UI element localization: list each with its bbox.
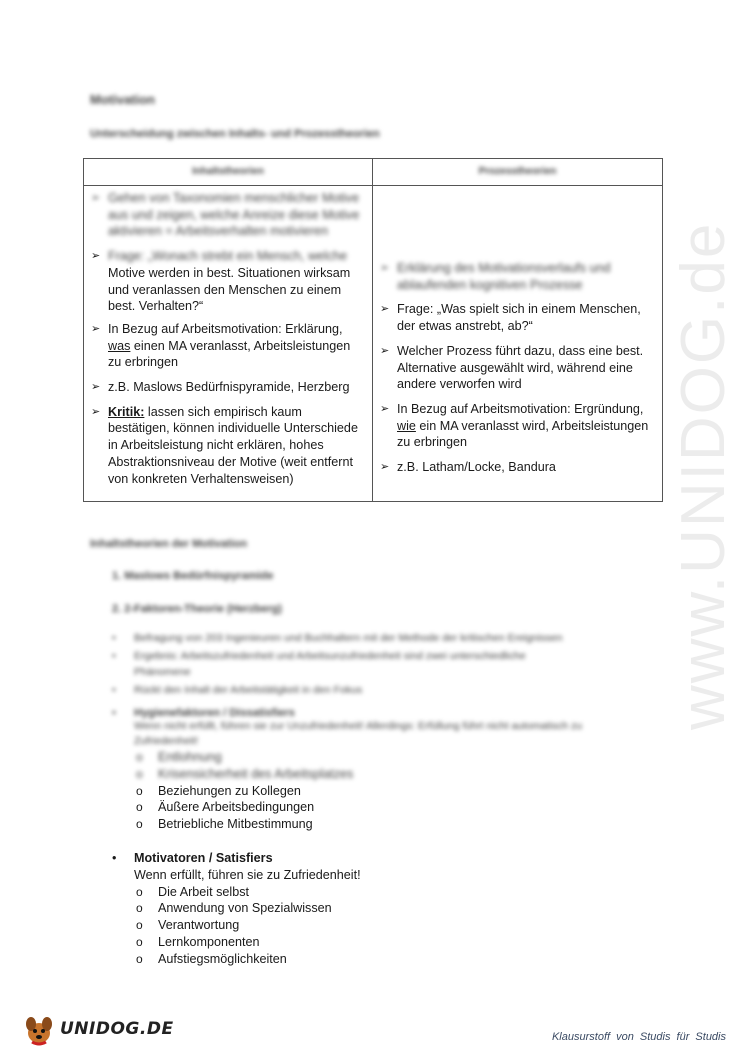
- kritik-text: lassen sich empirisch kaum bestätigen, können individuelle Unterschiede in Arbeitsleistung nicht erklären, hohes Abstraktionsniveau der Motive (weit entfernt von konkreten Verhaltensweisen): [108, 404, 358, 486]
- page-subtitle: Unterscheidung zwischen Inhalts- und Prozesstheorien: [90, 128, 380, 140]
- list-item: o Betriebliche Mitbestimmung: [90, 816, 614, 833]
- page-title: Motivation: [90, 92, 155, 107]
- right-cell: [373, 186, 663, 502]
- header-inhaltstheorien: Inhaltstheorien: [84, 159, 373, 186]
- list-item: o Anwendung von Spezialwissen: [90, 900, 361, 917]
- motivatoren-desc: Wenn erfüllt, führen sie zu Zufriedenheit!: [134, 867, 361, 882]
- motivatoren-list: [90, 884, 361, 968]
- motivatoren-block: • Motivatoren / Satisfiers Wenn erfüllt, führen sie zu Zufriedenheit! o Die Arbeit selbst o Anwendung von Spezialwissen o Verantwortung o Lernkomponenten o Aufstiegsmöglichkeiten: [112, 850, 361, 968]
- header-prozesstheorien: Prozesstheorien: [373, 159, 663, 186]
- list-item: o Die Arbeit selbst: [90, 884, 361, 901]
- bullet-befragung: • Befragung von 203 Ingenieuren und Buchhaltern mit der Methode der kritischen Ereignissen: [112, 632, 563, 644]
- bullet-fokus: • Rückt den Inhalt der Arbeitstätigkeit in den Fokus: [112, 684, 363, 696]
- list-item: o Verantwortung: [90, 917, 361, 934]
- left-item-blurred-2: Frage: „Wonach strebt ein Mensch, welche: [108, 249, 348, 264]
- right-item-blurred: ➢ Erklärung des Motivationsverlaufs und ablaufenden kognitiven Prozesse: [379, 260, 656, 293]
- unidog-logo: [22, 1012, 174, 1046]
- list-item: o Entlohnung: [90, 749, 614, 766]
- hygiene-desc: Wenn nicht erfüllt, führen sie zur Unzufriedenheit! Allerdings: Erfüllung führt nicht automatisch zu Zufriedenheit!: [134, 720, 583, 747]
- bullet-ergebnis: • Ergebnis: Arbeitszufriedenheit und Arbeitsunzufriedenheit sind zwei unterschiedliche: [112, 650, 526, 662]
- list-item: o Beziehungen zu Kollegen: [90, 783, 614, 800]
- bullet-text: Ergebnis: Arbeitszufriedenheit und Arbeitsunzufriedenheit sind zwei unterschiedliche: [134, 650, 526, 662]
- footer-tagline: Klausurstoff von Studis für Studis: [551, 1031, 726, 1043]
- left-arb-post: einen MA veranlasst, Arbeitsleistungen zu erbringen: [108, 338, 351, 370]
- right-item-zb: ➢ z.B. Latham/Locke, Bandura: [379, 459, 656, 476]
- left-cell: [84, 186, 373, 502]
- watermark: www.UNIDOG.de: [669, 221, 738, 730]
- comparison-table: [83, 158, 663, 502]
- motivatoren-heading: Motivatoren / Satisfiers: [134, 851, 273, 865]
- hygiene-heading: Hygienefaktoren / Dissatisfiers: [134, 707, 295, 719]
- left-item-frage: [90, 248, 366, 315]
- list-item: o Lernkomponenten: [90, 934, 361, 951]
- kritik-label: Kritik:: [108, 404, 145, 419]
- list-item: o Aufstiegsmöglichkeiten: [90, 951, 361, 968]
- right-arb-post: ein MA veranlasst wird, Arbeitsleistungen zu erbringen: [397, 418, 649, 450]
- hygiene-list: [90, 749, 614, 833]
- right-item-prozess: ➢ Welcher Prozess führt dazu, dass eine best. Alternative ausgewählt wird, während eine andere verworfen wird: [379, 343, 656, 393]
- right-arb-underlined: wie: [397, 418, 416, 433]
- section-title: Inhaltstheorien der Motivation: [90, 538, 248, 550]
- left-item-frage-text: Motive werden in best. Situationen wirksam und veranlassen den Menschen zu einem best. Verhalten?“: [108, 265, 351, 314]
- left-arb-pre: In Bezug auf Arbeitsmotivation: Erklärung,: [108, 321, 343, 336]
- right-item-arbeitsmotivation: [379, 401, 656, 451]
- bullet-text: Befragung von 203 Ingenieuren und Buchhaltern mit der Methode der kritischen Ereignissen: [134, 632, 563, 644]
- hygiene-block: • Hygienefaktoren / Dissatisfiers Wenn nicht erfüllt, führen sie zur Unzufriedenheit! Allerdings: Erfüllung führt nicht automatisch zu Zufriedenheit! o Entlohnung o Krisensicherheit des Arbeitsplatzes o Beziehungen zu Kollegen o Äußere Arbeitsbedingungen o Betriebliche Mitbestimmung: [112, 707, 614, 833]
- left-item-kritik: [90, 404, 366, 488]
- left-item-arbeitsmotivation: [90, 321, 366, 371]
- right-item-frage: ➢ Frage: „Was spielt sich in einem Menschen, der etwas anstrebt, ab?“: [379, 301, 656, 334]
- list-item: o Äußere Arbeitsbedingungen: [90, 799, 614, 816]
- logo-text: UNIDOG.DE: [60, 1019, 174, 1039]
- left-item-zb: ➢ z.B. Maslows Bedürfnispyramide, Herzberg: [90, 379, 366, 396]
- right-arb-pre: In Bezug auf Arbeitsmotivation: Ergründung,: [397, 401, 644, 416]
- bullet-text: Rückt den Inhalt der Arbeitstätigkeit in den Fokus: [134, 684, 363, 696]
- list-item: o Krisensicherheit des Arbeitsplatzes: [90, 766, 614, 783]
- list-item-maslow: 1. Maslows Bedürfnispyramide: [112, 570, 274, 582]
- bullet-ergebnis-cont: Phänomene: [134, 666, 191, 678]
- dog-icon: [22, 1012, 56, 1046]
- list-item-herzberg: 2. 2-Faktoren-Theorie (Herzberg): [112, 603, 282, 615]
- left-item-blurred-1: ➢ Gehen von Taxonomien menschlicher Motive aus und zeigen, welche Anreize diese Motive aktivieren = Arbeitsverhalten motivieren: [90, 190, 366, 240]
- left-arb-underlined: was: [108, 338, 131, 353]
